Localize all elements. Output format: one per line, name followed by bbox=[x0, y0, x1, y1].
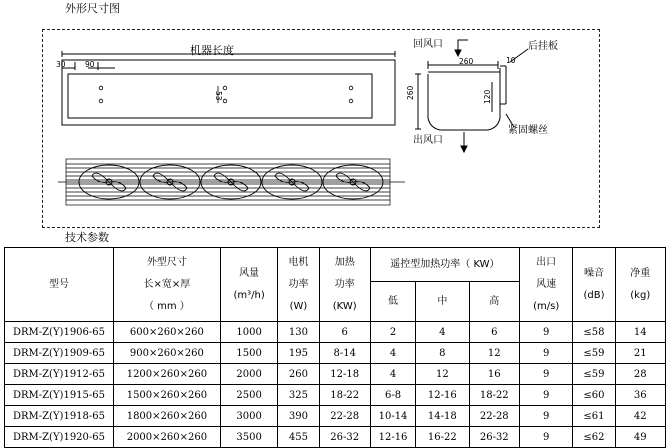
cell-high: 22-28 bbox=[469, 406, 519, 427]
header-noise-line1: 噪音 bbox=[583, 267, 604, 279]
header-weight-line1: 净重 bbox=[630, 267, 651, 279]
cell-model: DRM-Z(Y)1920-65 bbox=[5, 427, 114, 448]
cell-low: 12-16 bbox=[370, 427, 415, 448]
cell-mid: 8 bbox=[416, 343, 469, 364]
cell-mid: 12-16 bbox=[416, 385, 469, 406]
header-weight bbox=[615, 248, 665, 322]
cell-weight: 28 bbox=[615, 364, 665, 385]
header-high: 高 bbox=[469, 282, 519, 322]
cell-size: 1500×260×260 bbox=[113, 385, 220, 406]
cell-noise: ≤61 bbox=[573, 406, 615, 427]
cell-mid: 16-22 bbox=[416, 427, 469, 448]
header-speed-line1: 出口 bbox=[536, 256, 557, 268]
cell-airflow: 1500 bbox=[220, 343, 278, 364]
header-heat bbox=[319, 248, 370, 322]
cell-weight: 21 bbox=[615, 343, 665, 364]
cell-speed: 9 bbox=[519, 385, 572, 406]
cell-speed: 9 bbox=[519, 364, 572, 385]
cell-airflow: 3500 bbox=[220, 427, 278, 448]
header-speed bbox=[519, 248, 572, 322]
front-view bbox=[62, 51, 395, 125]
header-weight-line2: (kg) bbox=[630, 289, 651, 301]
cell-model: DRM-Z(Y)1915-65 bbox=[5, 385, 114, 406]
header-airflow-line2: (m³/h) bbox=[233, 289, 265, 301]
cell-noise: ≤60 bbox=[573, 385, 615, 406]
cell-heat: 26-32 bbox=[319, 427, 370, 448]
header-mid: 中 bbox=[416, 282, 469, 322]
header-motor-line1: 电机 bbox=[288, 256, 309, 268]
dim-53: 53 bbox=[214, 91, 223, 101]
cell-noise: ≤62 bbox=[573, 427, 615, 448]
cell-model: DRM-Z(Y)1909-65 bbox=[5, 343, 114, 364]
dim-120: 120 bbox=[483, 89, 492, 104]
cell-size: 600×260×260 bbox=[113, 322, 220, 343]
header-size-line2: 长×宽×厚 bbox=[143, 278, 191, 290]
cell-high: 6 bbox=[469, 322, 519, 343]
table-row bbox=[5, 385, 666, 406]
cell-speed: 9 bbox=[519, 427, 572, 448]
header-heat-line2: 功率 bbox=[334, 278, 355, 290]
cell-airflow: 2000 bbox=[220, 364, 278, 385]
cell-motor: 195 bbox=[278, 343, 319, 364]
header-airflow-line1: 风量 bbox=[239, 267, 260, 279]
cell-low: 4 bbox=[370, 364, 415, 385]
cell-size: 900×260×260 bbox=[113, 343, 220, 364]
cell-noise: ≤59 bbox=[573, 364, 615, 385]
cell-size: 2000×260×260 bbox=[113, 427, 220, 448]
outlet-air-label: 出风口 bbox=[413, 135, 443, 146]
cell-low: 6-8 bbox=[370, 385, 415, 406]
cell-high: 26-32 bbox=[469, 427, 519, 448]
cell-speed: 9 bbox=[519, 322, 572, 343]
cell-weight: 42 bbox=[615, 406, 665, 427]
cell-weight: 49 bbox=[615, 427, 665, 448]
cell-speed: 9 bbox=[519, 343, 572, 364]
cell-airflow: 1000 bbox=[220, 322, 278, 343]
cell-high: 16 bbox=[469, 364, 519, 385]
header-speed-line3: (m/s) bbox=[533, 300, 560, 312]
machine-length-label: 机器长度 bbox=[190, 44, 234, 57]
cell-size: 1200×260×260 bbox=[113, 364, 220, 385]
fastening-screw-label: 紧固螺丝 bbox=[508, 125, 548, 136]
dim-260-height: 260 bbox=[406, 85, 415, 100]
cell-mid: 4 bbox=[416, 322, 469, 343]
table-row bbox=[5, 322, 666, 343]
cell-speed: 9 bbox=[519, 406, 572, 427]
cell-motor: 260 bbox=[278, 364, 319, 385]
cell-noise: ≤58 bbox=[573, 322, 615, 343]
cell-high: 18-22 bbox=[469, 385, 519, 406]
header-noise-line2: (dB) bbox=[583, 289, 605, 301]
cell-mid: 14-18 bbox=[416, 406, 469, 427]
cell-heat: 22-28 bbox=[319, 406, 370, 427]
tech-params-title: 技术参数 bbox=[65, 231, 109, 244]
cell-motor: 130 bbox=[278, 322, 319, 343]
header-airflow bbox=[220, 248, 278, 322]
cell-low: 2 bbox=[370, 322, 415, 343]
cell-heat: 6 bbox=[319, 322, 370, 343]
cell-motor: 325 bbox=[278, 385, 319, 406]
header-heat-line3: (KW) bbox=[332, 300, 357, 312]
dim-90: 90 bbox=[85, 60, 95, 69]
header-remote-heat: 遥控型加热功率（ KW） bbox=[370, 248, 519, 282]
return-air-label: 回风口 bbox=[413, 39, 443, 50]
dim-30: 30 bbox=[56, 60, 66, 69]
spec-table bbox=[4, 247, 666, 448]
cell-low: 4 bbox=[370, 343, 415, 364]
outline-drawing-title: 外形尺寸图 bbox=[65, 2, 120, 15]
header-model: 型号 bbox=[5, 248, 114, 322]
cell-weight: 14 bbox=[615, 322, 665, 343]
dim-10: 10 bbox=[506, 56, 516, 65]
header-speed-line2: 风速 bbox=[536, 278, 557, 290]
header-motor-line3: (W) bbox=[289, 300, 308, 312]
cell-heat: 8-14 bbox=[319, 343, 370, 364]
header-size bbox=[113, 248, 220, 322]
table-row bbox=[5, 406, 666, 427]
cell-airflow: 3000 bbox=[220, 406, 278, 427]
mount-holes bbox=[99, 86, 353, 103]
header-motor bbox=[278, 248, 319, 322]
table-row bbox=[5, 364, 666, 385]
cell-high: 12 bbox=[469, 343, 519, 364]
cell-low: 10-14 bbox=[370, 406, 415, 427]
back-plate-label: 后挂板 bbox=[528, 41, 558, 52]
cell-weight: 36 bbox=[615, 385, 665, 406]
cell-noise: ≤59 bbox=[573, 343, 615, 364]
cell-mid: 12 bbox=[416, 364, 469, 385]
cell-heat: 12-18 bbox=[319, 364, 370, 385]
table-row bbox=[5, 427, 666, 448]
cell-model: DRM-Z(Y)1912-65 bbox=[5, 364, 114, 385]
header-motor-line2: 功率 bbox=[288, 278, 309, 290]
table-row bbox=[5, 343, 666, 364]
header-low: 低 bbox=[370, 282, 415, 322]
cell-motor: 455 bbox=[278, 427, 319, 448]
cell-model: DRM-Z(Y)1906-65 bbox=[5, 322, 114, 343]
header-heat-line1: 加热 bbox=[334, 256, 355, 268]
cell-motor: 390 bbox=[278, 406, 319, 427]
header-noise bbox=[573, 248, 615, 322]
cell-airflow: 2500 bbox=[220, 385, 278, 406]
cell-size: 1800×260×260 bbox=[113, 406, 220, 427]
cell-model: DRM-Z(Y)1918-65 bbox=[5, 406, 114, 427]
dim-260-width: 260 bbox=[459, 57, 474, 66]
header-size-line1: 外型尺寸 bbox=[146, 256, 187, 268]
cell-heat: 18-22 bbox=[319, 385, 370, 406]
header-size-line3: （ mm ） bbox=[143, 300, 190, 312]
